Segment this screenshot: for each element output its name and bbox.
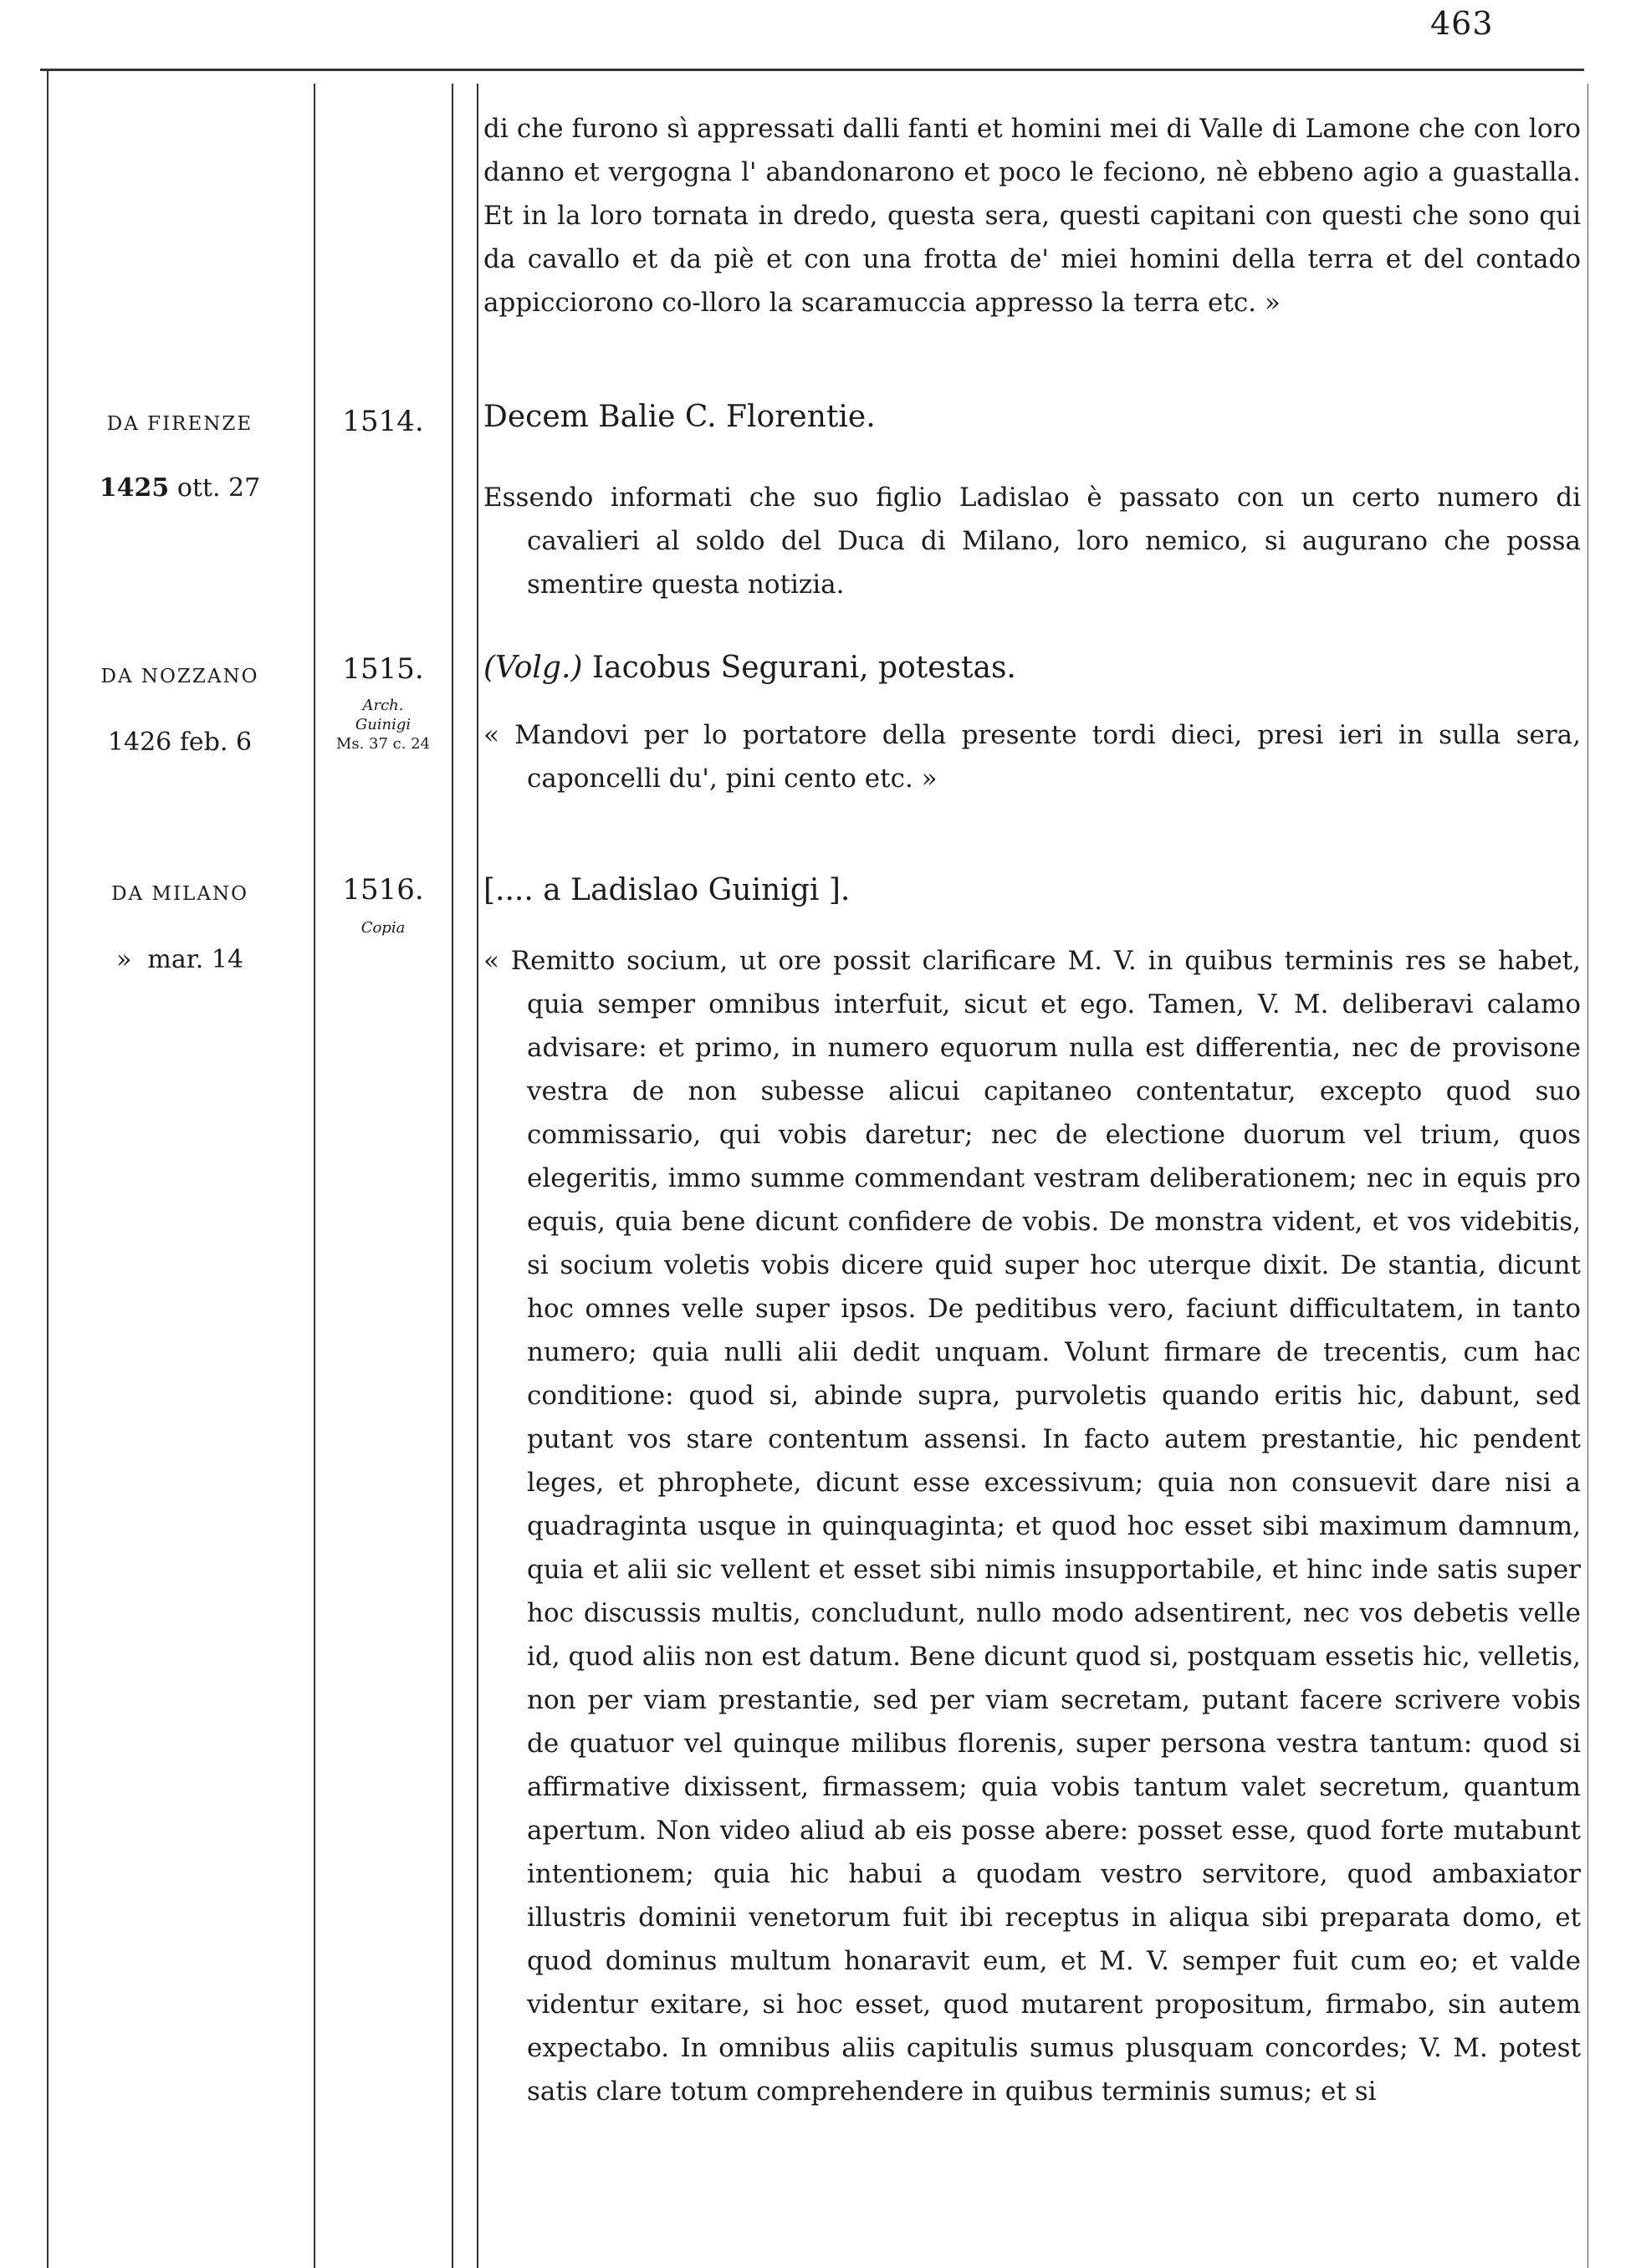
page-number: 463 bbox=[1430, 5, 1494, 42]
letter-title: Decem Balie C. Florentie. bbox=[483, 400, 876, 434]
entry-1515-number-cell bbox=[316, 652, 450, 753]
entry-1515-date bbox=[50, 666, 309, 687]
entry-year-mark: » bbox=[115, 945, 132, 974]
continuation-block bbox=[483, 107, 1581, 324]
source-line: Guinigi bbox=[355, 716, 412, 733]
entry-1514-number-cell bbox=[316, 405, 450, 438]
entry-date bbox=[50, 945, 309, 974]
entry-place: DA FIRENZE bbox=[106, 413, 253, 435]
source-line: Copia bbox=[360, 919, 406, 937]
entry-1516-number-cell bbox=[316, 873, 450, 937]
letter-title: [.... a Ladislao Guinigi ]. bbox=[483, 873, 851, 907]
entry-1514-text bbox=[483, 400, 1581, 606]
entry-day: ott. 27 bbox=[176, 473, 261, 503]
text-column-rule bbox=[477, 84, 478, 2268]
entry-place: DA MILANO bbox=[111, 883, 248, 905]
entry-1516-day bbox=[50, 945, 309, 974]
letter-body: « Remitto socium, ut ore possit clarificare M. V. in quibus terminis res se habet, quia semper omnibus interfuit, sicut et ego. Tamen, V. M. deliberavi calamo advisare: et primo, in numero equorum nulla est differentia, nec de provisone vestra de non subesse alicui capitaneo contentatur, excepto quod suo commissario, qui vobis daretur; nec de electione duorum vel trium, quos elegeritis, immo summe commendant vestram deliberationem; nec in equis pro equis, quia bene dicunt confidere de vobis. De monstra vident, et vos videbitis, si socium voletis vobis dicere quid super hoc uterque dixit. De stantia, dicunt hoc omnes velle super ipsos. De peditibus vero, faciunt difficultatem, in tanto numero; quia nulli alii dedit unquam. Volunt firmare de trecentis, cum hac conditione: quod si, abinde supra, purvoletis quando eritis hic, dabunt, sed putant vos stare contentum assensi. In facto autem prestantie, hic pendent leges, et phrophete, dicunt esse excessivum; quia non consuevit dare nisi a quadraginta usque in quinquaginta; et quod hoc esset sibi maximum damnum, quia et alii sic vellent et esset sibi nimis insupportabile, et hinc inde satis super hoc discussis multis, concludunt, nullo modo adsentirent, nec vos debetis velle id, quod aliis non est datum. Bene dicunt quod si, postquam essetis hic, velletis, non per viam prestantie, sed per viam secretam, putant facere scrivere vobis de quatuor vel quinque milibus florenis, super persona vestra tantum: quod si affirmative dixissent, firmassem; quia vobis tantum valet secretum, quantum apertum. Non video aliud ab eis posse abere: posset esse, quod forte mutabunt intentionem; quia hic habui a quodam vestro servitore, quod ambaxiator illustris dominii venetorum fuit ibi receptus in aliqua sibi preparata domo, et quod dominus multum honaravit eum, et M. V. semper fuit cum eo; et valde videntur exitare, si hoc esset, quod mutarent propositum, firmabo, sin autem expectabo. In omnibus aliis capitulis sumus plusquam concordes; V. M. potest satis clare totum comprehendere in quibus terminis sumus; et si bbox=[483, 946, 1581, 2107]
letter-number: 1514. bbox=[342, 405, 424, 438]
source-line: Ms. 37 c. 24 bbox=[335, 735, 431, 753]
letter-number: 1516. bbox=[342, 873, 424, 907]
entry-year: 1426 bbox=[107, 728, 172, 757]
entry-place: DA NOZZANO bbox=[100, 666, 259, 687]
entry-year: 1425 bbox=[99, 473, 170, 503]
entry-1516-text bbox=[483, 873, 1581, 2113]
title-text: Iacobus Segurani, potestas. bbox=[591, 651, 1016, 685]
letter-number: 1515. bbox=[342, 652, 424, 686]
letter-summary: « Mandovi per lo portatore della presente tordi dieci, presi ieri in sulla sera, caponcelli du', pini cento etc. » bbox=[483, 720, 1581, 794]
letter-summary: Essendo informati che suo figlio Ladislao è passato con un certo numero di cavalieri al soldo del Duca di Milano, loro nemico, si augurano che possa smentire questa notizia. bbox=[483, 483, 1581, 600]
date-column-rule bbox=[314, 84, 315, 2268]
source-reference bbox=[316, 696, 450, 753]
continuation-text: di che furono sì appressati dalli fanti et homini mei di Valle di Lamone che con loro danno et vergogna l' abandonarono et poco le feciono, nè ebbeno agio a guastalla. Et in la loro tornata in dredo, questa sera, questi capitani con questi che sono qui da cavallo et da piè et con una frotta de' miei homini della terra et del contado appicciorono co-lloro la scaramuccia appresso la terra etc. » bbox=[483, 114, 1581, 318]
left-margin-rule bbox=[47, 69, 49, 2268]
source-reference bbox=[316, 918, 450, 937]
header-rule bbox=[40, 69, 1584, 71]
entry-1514-day bbox=[50, 473, 309, 503]
source-line: Arch. bbox=[362, 697, 404, 714]
right-edge-rule bbox=[1587, 84, 1588, 2268]
entry-1516-date bbox=[50, 883, 309, 905]
number-column-rule bbox=[452, 84, 453, 2268]
entry-day: feb. 6 bbox=[179, 728, 253, 757]
entry-1515-text bbox=[483, 651, 1581, 800]
entry-1514-date bbox=[50, 413, 309, 435]
entry-date bbox=[50, 728, 309, 757]
entry-1515-day bbox=[50, 728, 309, 757]
entry-date bbox=[50, 473, 309, 503]
entry-day: mar. 14 bbox=[147, 945, 244, 974]
letter-title bbox=[483, 651, 1581, 685]
title-prefix: (Volg.) bbox=[483, 651, 583, 685]
